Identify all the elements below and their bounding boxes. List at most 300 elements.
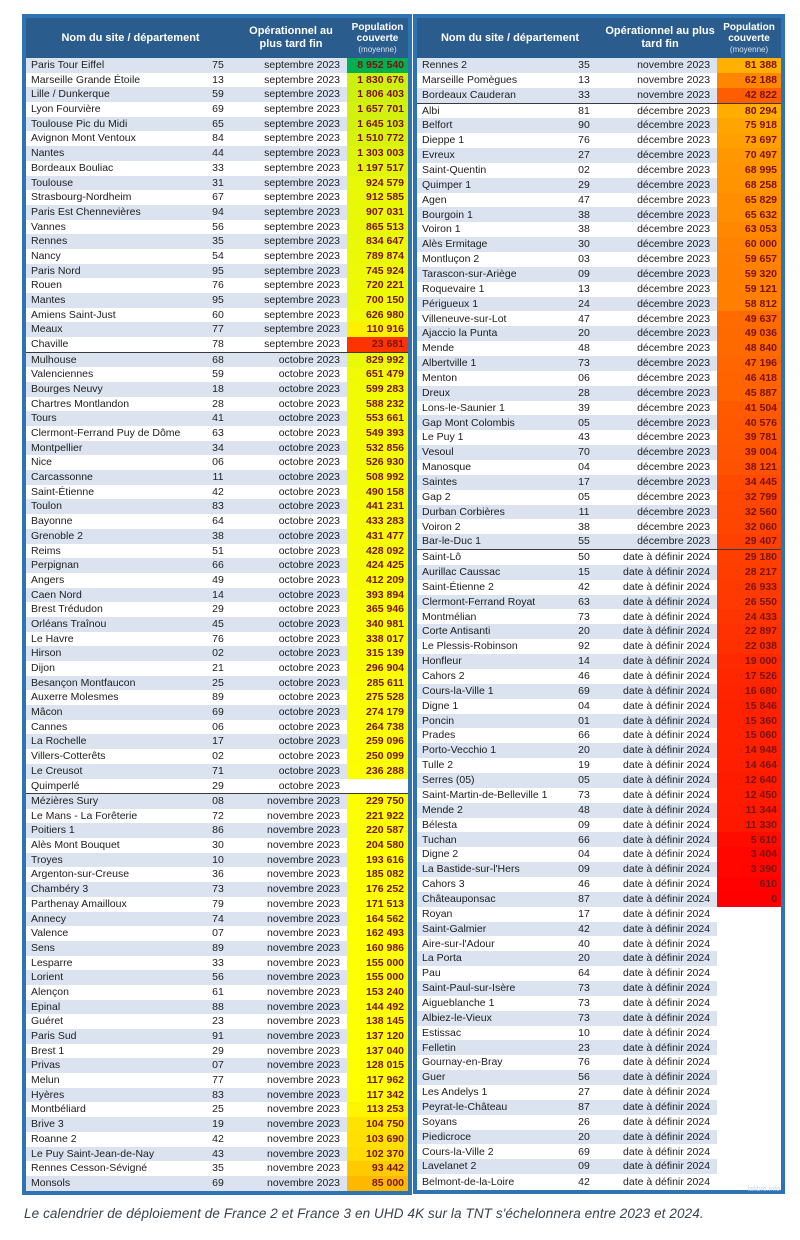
department-cell: 72	[201, 809, 235, 824]
population-cell: 626 980	[347, 308, 408, 323]
date-cell: octobre 2023	[235, 676, 347, 691]
population-cell: 65 632	[717, 207, 781, 222]
date-cell: date à définir 2024	[603, 966, 717, 981]
date-cell: novembre 2023	[603, 88, 717, 103]
table-row	[26, 411, 408, 426]
population-cell: 38 121	[717, 460, 781, 475]
population-cell: 393 894	[347, 588, 408, 603]
site-name-cell: Villers-Cotterêts	[26, 749, 201, 764]
population-cell	[347, 779, 408, 794]
table-row	[26, 176, 408, 191]
deployment-table-2	[417, 18, 781, 1190]
site-name-cell: Marseille Pomègues	[417, 73, 565, 88]
table-row	[417, 892, 781, 907]
table-row	[26, 87, 408, 102]
date-cell: date à définir 2024	[603, 773, 717, 788]
date-cell: date à définir 2024	[603, 580, 717, 595]
table-row	[417, 803, 781, 818]
site-name-cell: Menton	[417, 371, 565, 386]
site-name-cell: Sens	[26, 941, 201, 956]
department-cell: 05	[565, 490, 603, 505]
site-name-cell: Lyon Fourvière	[26, 102, 201, 117]
table-row	[417, 832, 781, 847]
table-row	[417, 595, 781, 610]
table-row	[417, 386, 781, 401]
site-name-cell: Peyrat-le-Château	[417, 1100, 565, 1115]
site-name-cell: Alès Mont Bouquet	[26, 838, 201, 853]
department-cell: 73	[565, 996, 603, 1011]
department-cell: 10	[565, 1026, 603, 1041]
date-cell: octobre 2023	[235, 779, 347, 794]
date-cell: octobre 2023	[235, 573, 347, 588]
date-cell: octobre 2023	[235, 426, 347, 441]
department-cell: 38	[201, 529, 235, 544]
department-cell: 83	[201, 499, 235, 514]
date-cell: novembre 2023	[235, 794, 347, 809]
table-row	[26, 897, 408, 912]
population-cell: 62 188	[717, 73, 781, 88]
population-cell: 553 661	[347, 411, 408, 426]
population-cell: 1 303 003	[347, 146, 408, 161]
site-name-cell: Mantes	[26, 293, 201, 308]
site-name-cell: Gap 2	[417, 490, 565, 505]
table-row	[417, 133, 781, 148]
population-cell: 700 150	[347, 293, 408, 308]
site-name-cell: Le Creusot	[26, 764, 201, 779]
population-cell: 412 209	[347, 573, 408, 588]
population-cell: 1 645 103	[347, 117, 408, 132]
table-row	[417, 922, 781, 937]
site-name-cell: Corte Antisanti	[417, 624, 565, 639]
date-cell: octobre 2023	[235, 661, 347, 676]
population-cell: 490 158	[347, 485, 408, 500]
table-row	[26, 1176, 408, 1191]
department-cell: 02	[565, 163, 603, 178]
date-cell: octobre 2023	[235, 544, 347, 559]
table-row	[417, 193, 781, 208]
table-row	[417, 728, 781, 743]
table-row	[26, 1029, 408, 1044]
site-name-cell: Belmont-de-la-Loire	[417, 1174, 565, 1190]
table-row	[26, 809, 408, 824]
site-name-cell: Cours-la-Ville 2	[417, 1144, 565, 1159]
date-cell: octobre 2023	[235, 441, 347, 456]
date-cell: date à définir 2024	[603, 1085, 717, 1100]
site-name-cell: Piedicroce	[417, 1130, 565, 1145]
population-cell: 49 637	[717, 311, 781, 326]
date-cell: novembre 2023	[235, 823, 347, 838]
department-cell: 28	[201, 397, 235, 412]
site-name-cell: Parthenay Amailloux	[26, 897, 201, 912]
table-row	[417, 311, 781, 326]
date-cell: octobre 2023	[235, 720, 347, 735]
date-cell: septembre 2023	[235, 337, 347, 352]
date-cell: novembre 2023	[235, 897, 347, 912]
population-cell: 155 000	[347, 970, 408, 985]
population-cell: 15 846	[717, 699, 781, 714]
table-row	[417, 430, 781, 445]
date-cell: décembre 2023	[603, 356, 717, 371]
site-name-cell: Le Mans - La Forêterie	[26, 809, 201, 824]
date-cell: novembre 2023	[235, 809, 347, 824]
site-name-cell: Durban Corbières	[417, 505, 565, 520]
department-cell: 76	[201, 278, 235, 293]
department-cell: 69	[565, 684, 603, 699]
site-name-cell: Nantes	[26, 146, 201, 161]
table-row	[26, 234, 408, 249]
table-row	[26, 117, 408, 132]
population-cell	[717, 1159, 781, 1174]
table-row	[26, 249, 408, 264]
site-name-cell: Paris Est Chennevières	[26, 205, 201, 220]
table-row	[417, 743, 781, 758]
date-cell: septembre 2023	[235, 146, 347, 161]
department-cell: 44	[201, 146, 235, 161]
population-cell: 75 918	[717, 118, 781, 133]
table-row	[417, 936, 781, 951]
department-cell: 51	[201, 544, 235, 559]
department-cell: 55	[565, 534, 603, 549]
department-cell: 13	[565, 282, 603, 297]
date-cell: décembre 2023	[603, 297, 717, 312]
date-cell: septembre 2023	[235, 322, 347, 337]
table-row	[417, 654, 781, 669]
department-cell: 27	[565, 148, 603, 163]
site-name-cell: Avignon Mont Ventoux	[26, 131, 201, 146]
department-cell: 59	[201, 367, 235, 382]
department-cell: 70	[565, 445, 603, 460]
population-cell: 428 092	[347, 544, 408, 559]
date-cell: date à définir 2024	[603, 1055, 717, 1070]
department-cell: 06	[565, 371, 603, 386]
table-row	[417, 565, 781, 580]
population-cell	[717, 1115, 781, 1130]
site-name-cell: Aurillac Caussac	[417, 565, 565, 580]
date-cell: date à définir 2024	[603, 936, 717, 951]
department-cell: 42	[565, 1174, 603, 1190]
population-cell: 221 922	[347, 809, 408, 824]
date-cell: novembre 2023	[235, 1073, 347, 1088]
table-row	[417, 267, 781, 282]
population-cell	[717, 1130, 781, 1145]
site-name-cell: Prades	[417, 728, 565, 743]
department-cell: 42	[565, 922, 603, 937]
table-row	[417, 58, 781, 73]
department-cell: 95	[201, 264, 235, 279]
site-name-cell: Bayonne	[26, 514, 201, 529]
table-row	[417, 505, 781, 520]
table-row	[417, 996, 781, 1011]
date-cell: décembre 2023	[603, 282, 717, 297]
table-row	[26, 573, 408, 588]
population-cell: 229 750	[347, 794, 408, 809]
department-cell: 29	[201, 602, 235, 617]
site-name-cell: Mende	[417, 341, 565, 356]
table-row	[417, 1115, 781, 1130]
date-cell: décembre 2023	[603, 148, 717, 163]
department-cell: 73	[565, 1011, 603, 1026]
site-name-cell: Paris Tour Eiffel	[26, 58, 201, 73]
site-name-cell: Felletin	[417, 1040, 565, 1055]
population-cell: 5 610	[717, 832, 781, 847]
department-cell: 50	[565, 550, 603, 565]
date-cell: septembre 2023	[235, 102, 347, 117]
department-cell: 75	[201, 58, 235, 73]
population-cell: 11 344	[717, 803, 781, 818]
site-name-cell: La Bastide-sur-l'Hers	[417, 862, 565, 877]
department-cell: 25	[201, 1102, 235, 1117]
department-cell: 06	[201, 720, 235, 735]
department-cell: 21	[201, 661, 235, 676]
column-header-site: Nom du site / département	[417, 18, 603, 58]
department-cell: 09	[565, 862, 603, 877]
department-cell: 40	[565, 936, 603, 951]
date-cell: date à définir 2024	[603, 654, 717, 669]
date-cell: date à définir 2024	[603, 1026, 717, 1041]
table-row	[417, 1070, 781, 1085]
department-cell: 30	[565, 237, 603, 252]
table-row	[417, 415, 781, 430]
site-name-cell: Rennes	[26, 234, 201, 249]
department-cell: 63	[565, 595, 603, 610]
date-cell: décembre 2023	[603, 311, 717, 326]
table-row	[26, 853, 408, 868]
date-cell: décembre 2023	[603, 519, 717, 534]
department-cell: 35	[565, 58, 603, 73]
table-row	[417, 460, 781, 475]
department-cell: 69	[201, 1176, 235, 1191]
table-row	[417, 877, 781, 892]
site-name-cell: Chartres Montlandon	[26, 397, 201, 412]
site-name-cell: Bélesta	[417, 818, 565, 833]
site-name-cell: Saint-Paul-sur-Isère	[417, 981, 565, 996]
date-cell: date à définir 2024	[603, 951, 717, 966]
date-cell: date à définir 2024	[603, 1144, 717, 1159]
population-cell: 19 000	[717, 654, 781, 669]
site-name-cell: Pau	[417, 966, 565, 981]
table-row	[26, 602, 408, 617]
department-cell: 49	[201, 573, 235, 588]
population-cell: 424 425	[347, 558, 408, 573]
table-row	[26, 514, 408, 529]
department-cell: 89	[201, 941, 235, 956]
site-name-cell: Clermont-Ferrand Puy de Dôme	[26, 426, 201, 441]
date-cell: octobre 2023	[235, 382, 347, 397]
population-cell	[717, 1011, 781, 1026]
population-cell: 431 477	[347, 529, 408, 544]
department-cell: 91	[201, 1029, 235, 1044]
population-cell: 176 252	[347, 882, 408, 897]
population-cell: 73 697	[717, 133, 781, 148]
table-row	[417, 847, 781, 862]
table-row	[417, 163, 781, 178]
site-name-cell: Cours-la-Ville 1	[417, 684, 565, 699]
date-cell: décembre 2023	[603, 460, 717, 475]
site-name-cell: Besançon Montfaucon	[26, 676, 201, 691]
table-row	[26, 367, 408, 382]
population-cell: 433 283	[347, 514, 408, 529]
department-cell: 43	[201, 1147, 235, 1162]
site-name-cell: Marseille Grande Étoile	[26, 73, 201, 88]
date-cell: novembre 2023	[235, 941, 347, 956]
date-cell: date à définir 2024	[603, 847, 717, 862]
date-cell: octobre 2023	[235, 411, 347, 426]
site-name-cell: Chaville	[26, 337, 201, 352]
site-name-cell: Serres (05)	[417, 773, 565, 788]
column-header-population-sub: (moyenne)	[729, 44, 769, 54]
date-cell: novembre 2023	[603, 73, 717, 88]
site-name-cell: Bourges Neuvy	[26, 382, 201, 397]
site-name-cell: Nancy	[26, 249, 201, 264]
department-cell: 33	[565, 88, 603, 103]
population-cell: 42 822	[717, 88, 781, 103]
department-cell: 66	[201, 558, 235, 573]
department-cell: 92	[565, 639, 603, 654]
department-cell: 36	[201, 867, 235, 882]
date-cell: décembre 2023	[603, 163, 717, 178]
date-cell: novembre 2023	[235, 882, 347, 897]
site-name-cell: Poitiers 1	[26, 823, 201, 838]
date-cell: septembre 2023	[235, 161, 347, 176]
date-cell: décembre 2023	[603, 445, 717, 460]
date-cell: novembre 2023	[235, 867, 347, 882]
date-cell: date à définir 2024	[603, 803, 717, 818]
population-cell: 59 320	[717, 267, 781, 282]
table-row	[417, 356, 781, 371]
population-cell: 651 479	[347, 367, 408, 382]
date-cell: décembre 2023	[603, 326, 717, 341]
site-name-cell: Guer	[417, 1070, 565, 1085]
population-cell: 117 962	[347, 1073, 408, 1088]
table-row	[26, 1132, 408, 1147]
table-row	[26, 720, 408, 735]
date-cell: septembre 2023	[235, 234, 347, 249]
date-cell: septembre 2023	[235, 131, 347, 146]
population-cell: 117 342	[347, 1088, 408, 1103]
population-cell: 144 492	[347, 1000, 408, 1015]
population-cell: 599 283	[347, 382, 408, 397]
population-cell: 720 221	[347, 278, 408, 293]
population-cell: 3 404	[717, 847, 781, 862]
population-cell	[717, 981, 781, 996]
population-cell: 204 580	[347, 838, 408, 853]
department-cell: 54	[201, 249, 235, 264]
department-cell: 04	[565, 460, 603, 475]
population-cell: 102 370	[347, 1147, 408, 1162]
population-cell: 46 418	[717, 371, 781, 386]
department-cell: 77	[201, 322, 235, 337]
watermark: lafibre.info	[747, 1186, 781, 1193]
population-cell: 3 390	[717, 862, 781, 877]
table-row	[417, 490, 781, 505]
department-cell: 28	[565, 386, 603, 401]
table-row	[26, 1058, 408, 1073]
population-cell: 338 017	[347, 632, 408, 647]
date-cell: date à définir 2024	[603, 624, 717, 639]
department-cell: 14	[201, 588, 235, 603]
population-cell: 508 992	[347, 470, 408, 485]
department-cell: 83	[201, 1088, 235, 1103]
table-row	[26, 588, 408, 603]
table-row	[26, 690, 408, 705]
site-name-cell: Perpignan	[26, 558, 201, 573]
department-cell: 03	[565, 252, 603, 267]
date-cell: décembre 2023	[603, 252, 717, 267]
population-cell: 34 445	[717, 475, 781, 490]
department-cell: 69	[201, 102, 235, 117]
site-name-cell: Ajaccio la Punta	[417, 326, 565, 341]
site-name-cell: Rennes Cesson-Sévigné	[26, 1161, 201, 1176]
table-row	[26, 1161, 408, 1176]
site-name-cell: Hirson	[26, 646, 201, 661]
table-row	[417, 326, 781, 341]
table-row	[417, 714, 781, 729]
department-cell: 61	[201, 985, 235, 1000]
date-cell: décembre 2023	[603, 430, 717, 445]
table-row	[26, 397, 408, 412]
department-cell: 89	[201, 690, 235, 705]
table-row	[26, 146, 408, 161]
date-cell: novembre 2023	[235, 1044, 347, 1059]
site-name-cell: Alençon	[26, 985, 201, 1000]
department-cell: 86	[201, 823, 235, 838]
date-cell: date à définir 2024	[603, 609, 717, 624]
date-cell: novembre 2023	[235, 912, 347, 927]
table-row	[417, 519, 781, 534]
department-cell: 11	[201, 470, 235, 485]
department-cell: 63	[201, 426, 235, 441]
site-name-cell: Saint-Étienne	[26, 485, 201, 500]
site-name-cell: Toulouse Pic du Midi	[26, 117, 201, 132]
population-cell: 1 806 403	[347, 87, 408, 102]
site-name-cell: Soyans	[417, 1115, 565, 1130]
department-cell: 42	[201, 1132, 235, 1147]
site-name-cell: Chambéry 3	[26, 882, 201, 897]
table-row	[26, 823, 408, 838]
site-name-cell: Clermont-Ferrand Royat	[417, 595, 565, 610]
department-cell: 14	[565, 654, 603, 669]
date-cell: date à définir 2024	[603, 907, 717, 922]
date-cell: date à définir 2024	[603, 639, 717, 654]
date-cell: septembre 2023	[235, 264, 347, 279]
table-row	[26, 441, 408, 456]
site-name-cell: Argenton-sur-Creuse	[26, 867, 201, 882]
population-cell: 12 640	[717, 773, 781, 788]
table-row	[417, 639, 781, 654]
site-name-cell: Evreux	[417, 148, 565, 163]
date-cell: date à définir 2024	[603, 565, 717, 580]
table-row	[417, 773, 781, 788]
department-cell: 33	[201, 161, 235, 176]
date-cell: date à définir 2024	[603, 1011, 717, 1026]
date-cell: octobre 2023	[235, 352, 347, 367]
table-row	[417, 341, 781, 356]
population-cell: 80 294	[717, 103, 781, 118]
site-name-cell: Caen Nord	[26, 588, 201, 603]
date-cell: décembre 2023	[603, 490, 717, 505]
table-row	[417, 1130, 781, 1145]
department-cell: 56	[565, 1070, 603, 1085]
caption: Le calendrier de déploiement de France 2 et France 3 en UHD 4K sur la TNT s'échelonnera entre 2023 et 2024.	[24, 1206, 704, 1221]
department-cell: 27	[565, 1085, 603, 1100]
table-row	[417, 1085, 781, 1100]
date-cell: décembre 2023	[603, 475, 717, 490]
department-cell: 23	[565, 1040, 603, 1055]
population-cell	[717, 1070, 781, 1085]
site-name-cell: Lavelanet 2	[417, 1159, 565, 1174]
table-row	[26, 161, 408, 176]
date-cell: date à définir 2024	[603, 595, 717, 610]
